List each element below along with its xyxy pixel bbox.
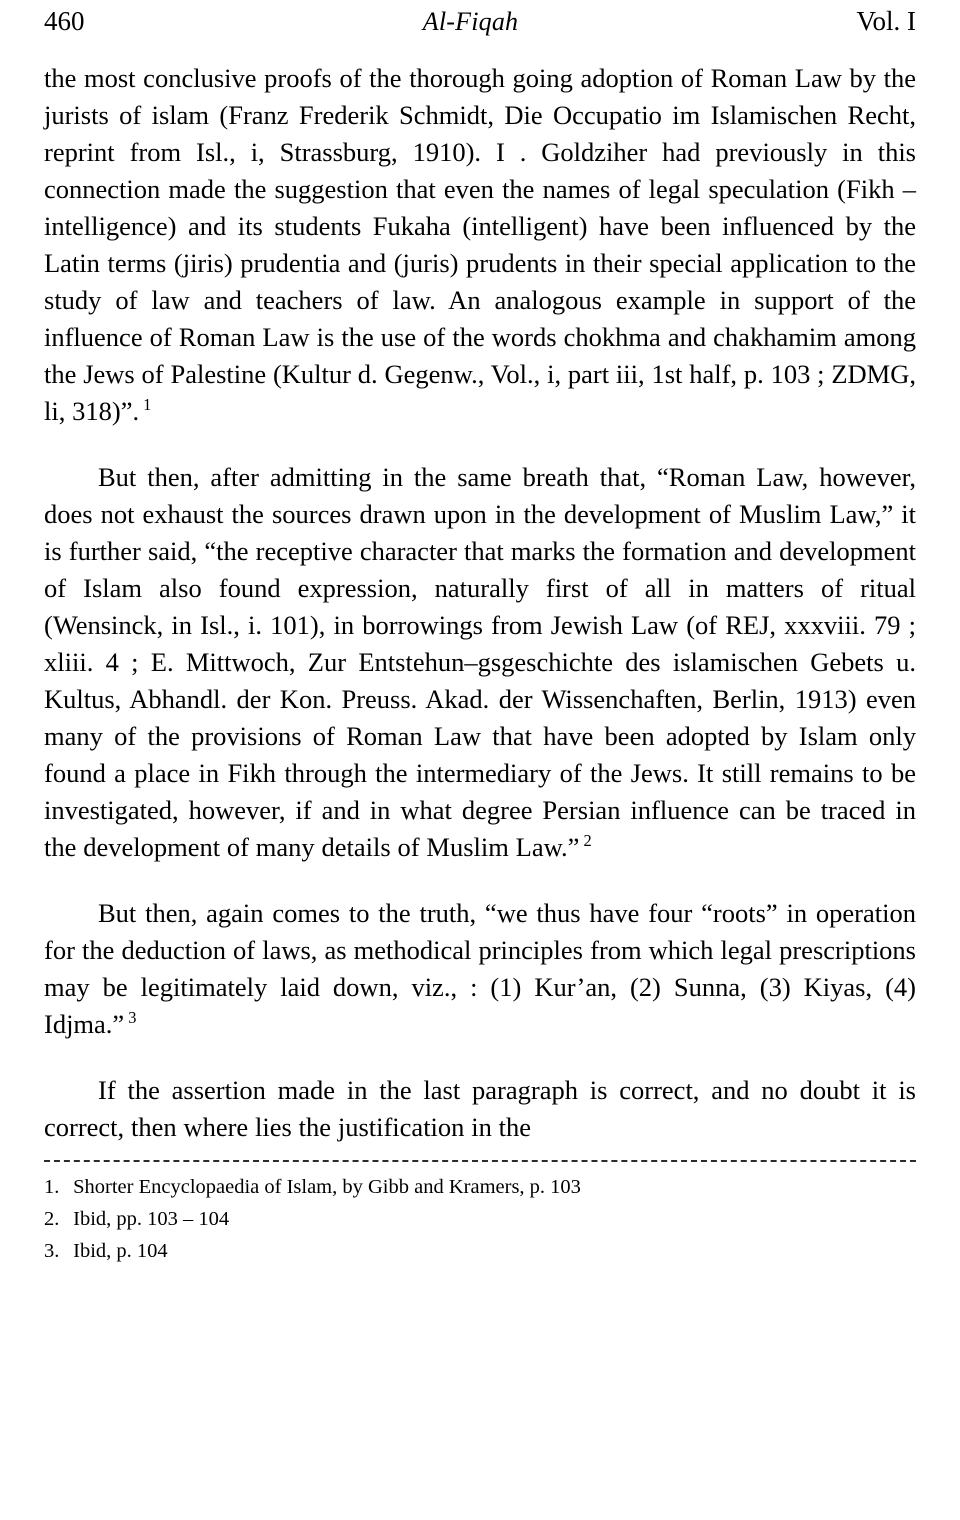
footnote-text: Ibid, pp. 103 – 104	[73, 1208, 230, 1230]
footnote-number: 2.	[44, 1208, 60, 1230]
footnote-text: Shorter Encyclopaedia of Islam, by Gibb and Kramers, p. 103	[73, 1176, 581, 1198]
paragraph-1	[44, 60, 916, 430]
page-header	[0, 0, 960, 50]
body-text	[0, 50, 960, 1146]
page-number: 460	[44, 6, 85, 36]
paragraph-2	[44, 459, 916, 866]
footnote-number: 3.	[44, 1240, 60, 1262]
paragraph-4-text: If the assertion made in the last paragraph is correct, and no doubt it is correct, then where lies the justification in the	[44, 1075, 916, 1142]
paragraph-1-text: the most conclusive proofs of the thorough going adoption of Roman Law by the jurists of islam (Franz Frederik Schmidt, Die Occupatio im Islamischen Recht, reprint from Isl., i, Strassburg, 1910). I . Goldziher had previously in this connection made the suggestion that even the names of legal speculation (Fikh – intelligence) and its students Fukaha (intelligent) have been influenced by the Latin terms (jiris) prudentia and (juris) prudents in their special application to the study of law and teachers of law. An analogous example in support of the influence of Roman Law is the use of the words chokhma and chakhamim among the Jews of Palestine (Kultur d. Gegenw., Vol., i, part iii, 1st half, p. 103 ; ZDMG, li, 318)”.	[44, 63, 916, 426]
paragraph-3	[44, 895, 916, 1043]
running-title: Al-Fiqah	[422, 7, 519, 36]
paragraph-2-text: But then, after admitting in the same breath that, “Roman Law, however, does not exhaust the sources drawn upon in the development of Muslim Law,” it is further said, “the receptive character that marks the formation and development of Islam also found expression, naturally first of all in matters of ritual (Wensinck, in Isl., i. 101), in borrowings from Jewish Law (of REJ, xxxviii. 79 ; xliii. 4 ; E. Mittwoch, Zur Entstehun–gsgeschichte des islamischen Gebets u. Kultus, Abhandl. der Kon. Preuss. Akad. der Wissenchaften, Berlin, 1913) even many of the provisions of Roman Law that have been adopted by Islam only found a place in Fikh through the intermediary of the Jews. It still remains to be investigated, however, if and in what degree Persian influence can be traced in the development of many details of Muslim Law.”	[44, 462, 916, 862]
footnote-marker-3: 3	[128, 1008, 137, 1028]
paragraph-4	[44, 1072, 916, 1146]
footnote-marker-1: 1	[143, 395, 152, 415]
footnote-item	[44, 1171, 916, 1203]
footnote-number: 1.	[44, 1176, 60, 1198]
footnote-marker-2: 2	[583, 831, 592, 851]
volume-label: Vol. I	[856, 6, 916, 36]
footnote-item	[44, 1203, 916, 1235]
footnote-text: Ibid, p. 104	[73, 1240, 168, 1262]
footnote-section	[0, 1163, 960, 1267]
footnote-item	[44, 1235, 916, 1267]
paragraph-3-text: But then, again comes to the truth, “we thus have four “roots” in operation for the deduction of laws, as methodical principles from which legal prescriptions may be legitimately laid down, viz., : (1) Kur’an, (2) Sunna, (3) Kiyas, (4) Idjma.”	[44, 898, 916, 1039]
